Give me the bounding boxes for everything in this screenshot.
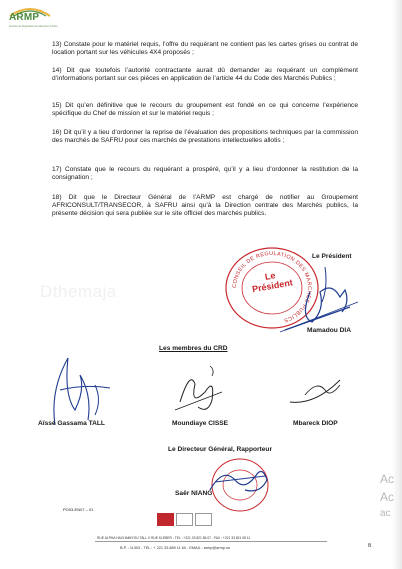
decision-item-15: 15) Dit qu’en définitive que le recours du groupement est fondé en ce qui concerne l’expérience spécifique du Chef de mission et sur le matériel requis ; bbox=[52, 102, 358, 118]
rapporteur-title: Le Directeur Général, Rapporteur bbox=[167, 446, 273, 453]
decision-item-18: 18) Dit que le Directeur Général de l’ARMP est chargé de notifier au Groupement AFRICONSULT/TRANSECOR, à SAFRU ainsi qu’à la Direction centrale des Marchés publics, la présente décision qui sera publiée sur le site officiel des marchés publics. bbox=[52, 194, 358, 218]
watermark-text-3: ac bbox=[380, 508, 391, 519]
logo-text: ARMP bbox=[9, 12, 40, 23]
document-reference: PO03-EN07 – 01 bbox=[63, 507, 94, 512]
footer-address: RUE ALPHA HACHAMIYOU TALL X RUE KLEBER - TEL : +221 33 821 86 07 - FAX : +221 33 821 08 11 bbox=[97, 536, 251, 540]
watermark-text-1: Ac bbox=[380, 472, 395, 486]
member-signature-2-icon bbox=[170, 362, 230, 420]
certification-logos bbox=[157, 513, 213, 526]
footer-contact: B.P. : 11303 - TEL : + 221 33 889 11 60 - EMAIL : armp@armp.sn bbox=[120, 546, 230, 550]
certification-badge-1-icon bbox=[157, 513, 174, 526]
certification-badge-2-icon bbox=[176, 513, 193, 526]
stamp-center-text: Le Président bbox=[251, 270, 294, 295]
members-heading: Les membres du CRD bbox=[159, 345, 228, 352]
rapporteur-signature-icon bbox=[205, 462, 275, 502]
faded-background-text: Dthemaja bbox=[40, 282, 117, 301]
decision-item-17: 17) Constate que le recours du requérant a prospéré, qu’il y a lieu d’ordonner la restitution de la consignation ; bbox=[52, 166, 358, 182]
logo-subtitle: Autorité de Régulation des Marchés Publics bbox=[9, 25, 58, 28]
member-name-3: Mbareck DIOP bbox=[293, 420, 338, 427]
member-signature-1-icon bbox=[40, 350, 120, 430]
decision-item-16: 16) Dit qu’il y a lieu d’ordonner la reprise de l’évaluation des propositions techniques par la commission des marchés de SAFRU pour ces marchés de prestations intellectuelles allotis ; bbox=[52, 129, 358, 145]
watermark-text-2: Ac bbox=[380, 490, 395, 504]
rapporteur-name: Saër NIANG bbox=[175, 490, 213, 497]
member-name-2: Moundiaye CISSE bbox=[172, 420, 229, 427]
stamp-ring-text: CONSEIL DE REGULATION DES MARCHES PUBLICS bbox=[231, 250, 313, 324]
footer-divider bbox=[95, 541, 327, 542]
member-name-1: Aïssé Gassama TALL bbox=[38, 420, 105, 427]
president-name: Mamadou DIA bbox=[307, 327, 351, 334]
certification-badge-3-icon bbox=[195, 513, 212, 526]
decision-item-14: 14) Dit que toutefois l’autorité contractante aurait dû demander au requérant un complément d’informations portant sur ces pièces en application de l’article 44 du Code des Marchés Publics ; bbox=[52, 67, 358, 83]
president-title: Le Président bbox=[312, 253, 352, 260]
member-signature-3-icon bbox=[285, 360, 355, 415]
page-number: 8 bbox=[368, 543, 371, 549]
decision-item-13: 13) Constate pour le matériel requis, l’offre du requérant ne contient pas les cartes grises ou contrat de location portant sur les véhicules 4X4 proposés ; bbox=[52, 41, 358, 57]
